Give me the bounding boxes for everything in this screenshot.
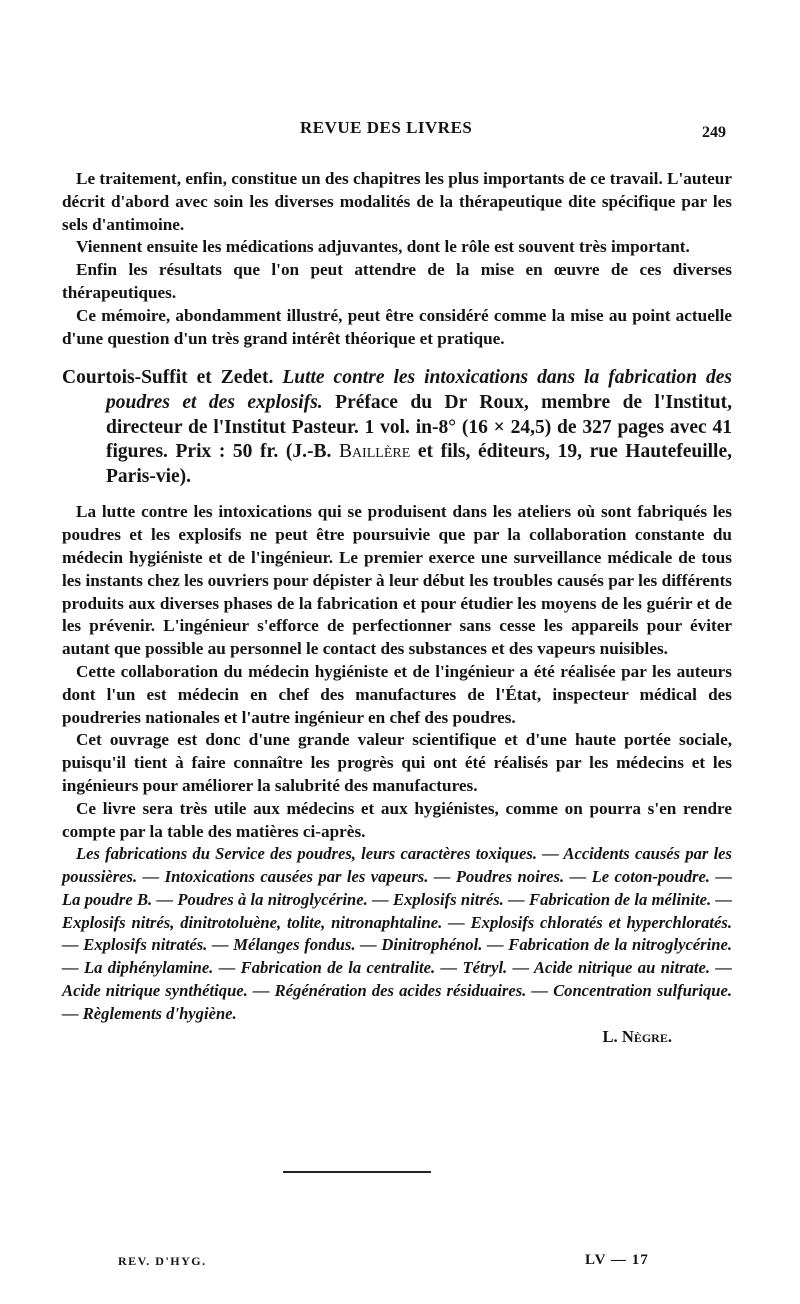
paragraph: Ce livre sera très utile aux médecins et aux hygiénistes, comme on pourra s'en rendre compte par la table des matières ci-après. bbox=[62, 798, 732, 841]
review-book-title: Lutte contre les intoxications dans la fabrication des poudres et des explosifs. bbox=[106, 367, 733, 413]
review-address: et fils, éditeurs, 19, rue Hautefeuille, Paris-vie). bbox=[106, 441, 732, 487]
review-publisher: Baillère bbox=[338, 441, 411, 463]
paragraph: Ce mémoire, abondamment illustré, peut être considéré comme la mise au point actuelle d'une question d'un très grand intérêt théorique et pratique. bbox=[62, 305, 732, 348]
page-body bbox=[62, 168, 732, 1048]
reviewer-signature: L. Nègre. bbox=[602, 1026, 672, 1046]
review-text bbox=[62, 501, 732, 1048]
paragraph: Cette collaboration du médecin hygiéniste et de l'ingénieur a été réalisée par les auteurs dont l'un est médecin en chef des manufactures de l'État, inspecteur médical des poudreries nationales et l'autre ingénieur en chef des poudres. bbox=[62, 661, 732, 727]
section-divider bbox=[283, 1171, 431, 1173]
paragraph: Le traitement, enfin, constitue un des chapitres les plus importants de ce travail. L'auteur décrit d'abord avec soin les diverses modalités de la thérapeutique dite spécifique par les sels d'antimoine. bbox=[62, 169, 732, 234]
footer-signature-mark: LV — 17 bbox=[585, 1252, 649, 1268]
review-authors: Courtois-Suffit et Zedet. bbox=[62, 367, 274, 389]
footer-journal: REV. D'HYG. bbox=[118, 1254, 207, 1268]
running-title: REVUE DES LIVRES bbox=[300, 118, 473, 137]
paragraph: Viennent ensuite les médications adjuvantes, dont le rôle est souvent très important. bbox=[76, 237, 690, 257]
paragraph: Enfin les résultats que l'on peut attendre de la mise en œuvre de ces diverses thérapeutiques. bbox=[62, 260, 732, 302]
paragraph: La lutte contre les intoxications qui se produisent dans les ateliers où sont fabriqués les poudres et les explosifs ne peut être poursuivie que par la collaboration constante du médecin hygiéniste et de l'ingénieur. Le premier exerce une surveillance médicale de tous les instants chez les ouvriers pour dépister à leur début les troubles causés par les différents produits aux diverses phases de la fabrication et pour étudier les moyens de les guérir et de les prévenir. L'ingénieur s'efforce de perfectionner sans cesse les appareils pour éviter autant que possible au personnel le contact des substances et des vapeurs nuisibles. bbox=[62, 502, 732, 659]
signature-line bbox=[62, 1026, 732, 1049]
review-heading bbox=[62, 366, 732, 489]
paragraph: Cet ouvrage est donc d'une grande valeur scientifique et d'une haute portée sociale, puisqu'il tient à faire connaître les progrès qui ont été réalisés par les médecins et les ingénieurs pour améliorer la salubrité des manufactures. bbox=[62, 730, 732, 795]
review-details: Préface du Dr Roux, membre de l'Institut, directeur de l'Institut Pasteur. 1 vol. in-8° (16 × 24,5) de 327 pages avec 41 figures. Prix : 50 fr. (J.-B. bbox=[106, 391, 733, 463]
table-of-contents: Les fabrications du Service des poudres, leurs caractères toxiques. — Accidents causés par les poussières. — Intoxications causées par les vapeurs. — Poudres noires. — Le coton-poudre. — La poudre B. — Poudres à la nitroglycérine. — Explosifs nitrés. — Fabrication de la mélinite. — Explosifs nitrés, dinitrotoluène, tolite, nitronaphtaline. — Explosifs chloratés et hyperchloratés. — Explosifs nitratés. — Mélanges fondus. — Dinitrophénol. — Fabrication de la nitroglycérine. — La diphénylamine. — Fabrication de la centralite. — Tétryl. — Acide nitrique au nitrate. — Acide nitrique synthétique. — Régénération des acides résiduaires. — Concentration sulfurique. — Règlements d'hygiène. bbox=[62, 844, 732, 1023]
page-number: 249 bbox=[702, 124, 726, 141]
running-head bbox=[0, 118, 800, 148]
